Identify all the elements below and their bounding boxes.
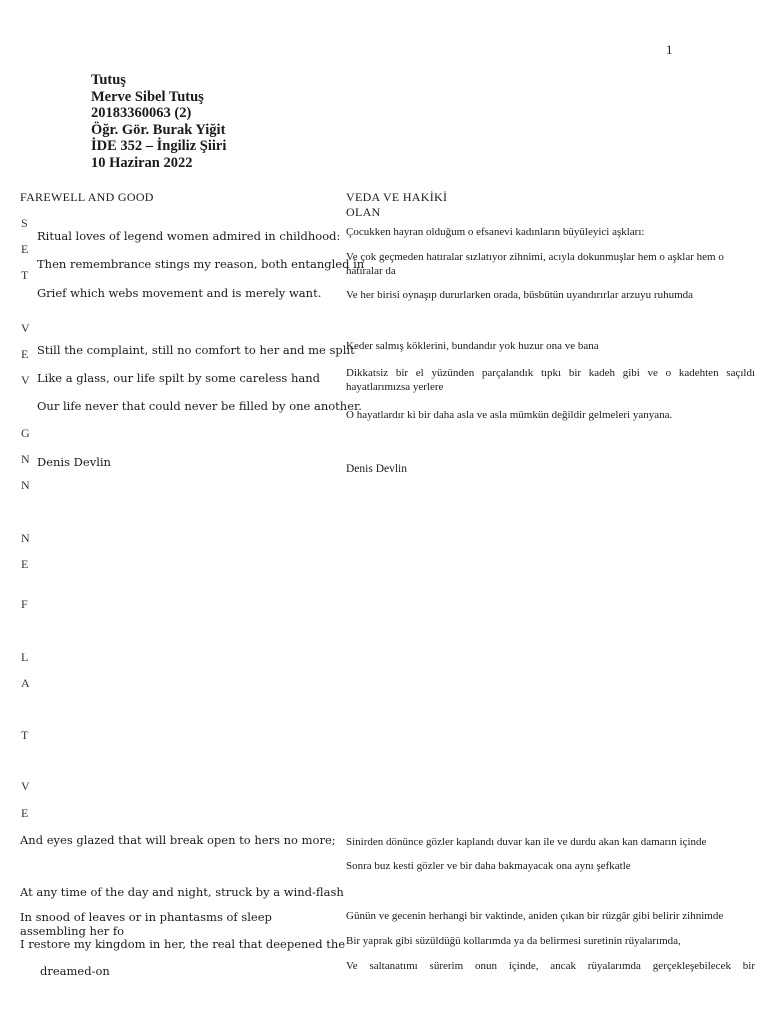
english-line: Still the complaint, still no comfort to her and me split [37,343,355,357]
turkish-line: Bir yaprak gibi süzüldüğü kollarımda ya da belirmesi suretinin rüyalarımda, [346,935,681,947]
english-line: Then remembrance stings my reason, both entangled in [37,257,365,271]
margin-letter: T [21,268,29,282]
margin-letter: E [21,347,29,361]
english-line: At any time of the day and night, struck by a wind-flash [20,885,344,899]
margin-letter: E [21,557,29,571]
english-line: Ritual loves of legend women admired in childhood: [37,229,341,243]
turkish-line: Ve saltanatımı sürerim onun içinde, ancak rüyalarımda gerçekleşebilecek bir [346,960,755,972]
document-header [91,72,226,171]
header-full-name: Merve Sibel Tutuş [91,88,204,105]
margin-letter: E [21,242,29,256]
english-line: I restore my kingdom in her, the real that deepened the [20,937,346,951]
turkish-line: Çocukken hayran olduğum o efsanevi kadınların büyüleyici aşkları: [346,226,645,238]
header-surname: Tutuş [91,72,126,88]
margin-letter: F [21,597,28,611]
margin-letter: V [21,779,30,793]
margin-letter: N [21,531,30,545]
margin-letter: S [21,216,28,230]
turkish-line: Sonra buz kesti gözler ve bir daha bakmayacak ona aynı şefkatle [346,860,631,872]
header-course: İDE 352 – İngiliz Şiiri [91,138,227,154]
margin-letter: A [21,676,30,690]
turkish-line: Keder salmış köklerini, bundandır yok huzur ona ve bana [346,340,599,352]
english-line: And eyes glazed that will break open to hers no more; [20,833,336,847]
margin-letter: V [21,321,30,335]
page-number: 1 [666,42,673,57]
english-line: Like a glass, our life spilt by some careless hand [37,371,320,385]
english-line: Grief which webs movement and is merely want. [37,286,322,300]
turkish-poem-title: VEDA VE HAKİKİ OLAN [346,190,448,219]
turkish-line: Sinirden dönünce gözler kaplandı duvar kan ile ve durdu akan kan damarın içinde [346,836,707,848]
margin-letter: E [21,806,29,820]
header-date: 10 Haziran 2022 [91,154,193,171]
margin-letter: V [21,373,30,387]
margin-letter: G [21,426,30,440]
turkish-line: Günün ve gecenin herhangi bir vaktinde, aniden çıkan bir rüzgâr gibi belirir zihnimde [346,910,724,922]
english-line: Our life never that could never be filled by one another. [37,399,362,413]
margin-letter: L [21,650,29,664]
turkish-line: Ve her birisi oynaşıp dururlarken orada, büsbütün uyandırırlar arzuyu ruhumda [346,289,694,301]
english-poem-title: FAREWELL AND GOOD [20,190,154,204]
header-instructor: Öğr. Gör. Burak Yiğit [91,121,226,138]
turkish-line: Ve çok geçmeden hatıralar sızlatıyor zihnimi, acıyla dokunmuşlar hem o aşklar hem o hatıralar da [346,251,724,277]
cut-off-line-fragment [346,975,755,979]
margin-letter: N [21,478,30,492]
margin-letter: N [21,452,30,466]
turkish-author: Denis Devlin [346,463,408,475]
english-author: Denis Devlin [37,455,111,469]
header-student-id: 20183360063 (2) [91,105,192,121]
english-line: dreamed-on [40,964,110,978]
turkish-line: O hayatlardır ki bir daha asla ve asla mümkün değildir gelmeleri yanyana. [346,409,673,421]
english-line-clipped: In snood of leaves or in phantasms of sleep assembling her fo [20,910,272,938]
turkish-line: Dikkatsiz bir el yüzünden parçalandık tıpkı bir kadeh gibi ve o kadehten saçıldı hayatlarımızsa yerlere [346,367,755,393]
margin-letter: T [21,728,29,742]
